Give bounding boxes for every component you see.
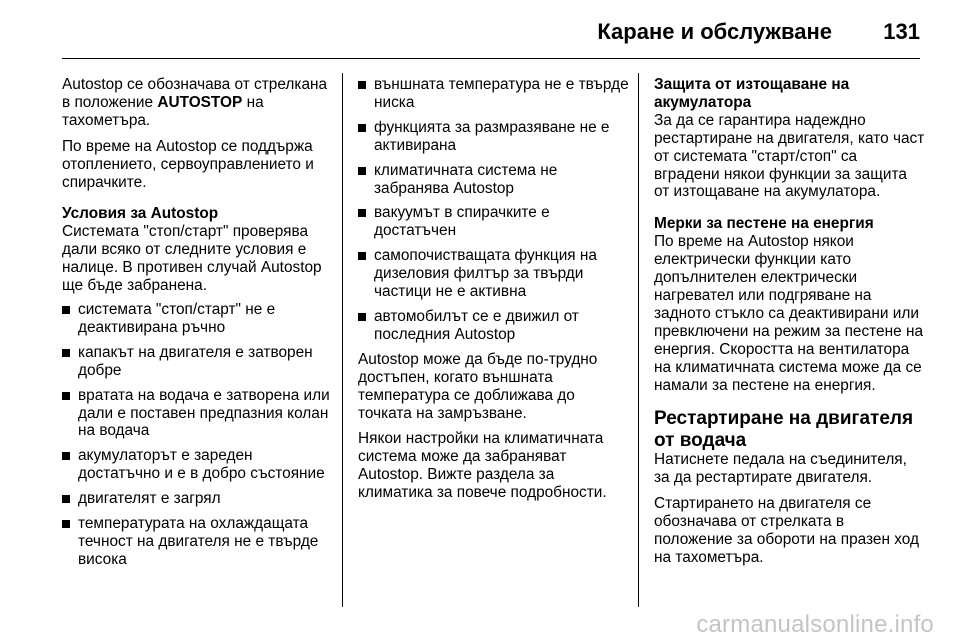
list-item: вакуумът в спирачките е достатъчен: [358, 204, 630, 240]
paragraph: Системата "стоп/старт" проверява дали всяко от следните условия е налице. В противен случай Autostop ще бъде забранена.: [62, 223, 322, 295]
bullet-square-icon: [358, 252, 366, 260]
bullet-square-icon: [358, 209, 366, 217]
list-item: системата "стоп/старт" не е деактивирана ръчно: [62, 301, 334, 337]
autostop-label: AUTOSTOP: [157, 93, 243, 111]
section-heading-conditions: Условия за Autostop: [62, 205, 219, 223]
paragraph: По време на Autostop някои електрически функции като допълнителен електрически нагревател или подгряване на задното стъкло са деактивирани или превключени на режим за пестене на енергия. Скоростта на вентилатора на климатичната система може да се намали за пестене на енергия.: [654, 233, 924, 394]
bullet-square-icon: [358, 313, 366, 321]
list-item: капакът на двигателя е затворен добре: [62, 344, 334, 380]
bullet-square-icon: [62, 392, 70, 400]
conditions-list-continued: [358, 76, 630, 344]
column-3: [654, 76, 926, 575]
column-2: [358, 76, 630, 510]
header-rule: [62, 58, 920, 59]
list-item: функцията за размразяване не е активирана: [358, 119, 630, 155]
bullet-square-icon: [62, 349, 70, 357]
list-item: автомобилът се е движил от последния Autostop: [358, 308, 630, 344]
bullet-square-icon: [62, 452, 70, 460]
section-heading-energy: Мерки за пестене на енергия: [654, 215, 874, 233]
bullet-square-icon: [358, 81, 366, 89]
list-item: външната температура не е твърде ниска: [358, 76, 630, 112]
paragraph: За да се гарантира надеждно рестартиране на двигателя, като част от системата "старт/стоп" са вградени някои функции за защита от изтощаване на акумулатора.: [654, 111, 925, 201]
list-item: самопочистващата функция на дизеловия филтър за твърди частици не е активна: [358, 247, 630, 301]
paragraph: Стартирането на двигателя се обозначава от стрелката в положение за обороти на празен ход на тахометъра.: [654, 495, 919, 566]
list-item: температурата на охлаждащата течност на двигателя не е твърде висока: [62, 515, 334, 569]
section-heading-restart: Рестартиране на двигателя от водача: [654, 408, 914, 451]
column-divider: [638, 73, 639, 607]
section-heading-battery: Защита от изтощаване на акумулатора: [654, 76, 850, 111]
list-item: вратата на водача е затворена или дали е поставен предпазния колан на водача: [62, 387, 334, 441]
paragraph: Натиснете педала на съединителя, за да рестартирате двигателя.: [654, 451, 907, 487]
bullet-square-icon: [358, 167, 366, 175]
watermark: carmanualsonline.info: [696, 611, 934, 638]
bullet-square-icon: [62, 306, 70, 314]
paragraph: Autostop може да бъде по-трудно достъпен, когато външната температура се доближава до точката на замръзване.: [358, 350, 598, 422]
bullet-square-icon: [62, 495, 70, 503]
list-item: акумулаторът е зареден достатъчно и е в добро състояние: [62, 447, 334, 483]
intro-paragraph: Autostop се обозначава от стрелкана в положение AUTOSTOP на тахометъра.: [62, 76, 328, 129]
running-title: Каране и обслужване: [597, 19, 832, 44]
list-item: двигателят е загрял: [62, 490, 334, 508]
page-header: [0, 0, 960, 60]
bullet-square-icon: [358, 124, 366, 132]
column-divider: [342, 73, 343, 607]
paragraph: Някои настройки на климатичната система може да забраняват Autostop. Вижте раздела за климатика за повече подробности.: [358, 430, 607, 502]
bullet-square-icon: [62, 520, 70, 528]
conditions-list: [62, 301, 334, 569]
column-1: [62, 76, 334, 576]
list-item: климатичната система не забранява Autostop: [358, 162, 630, 198]
paragraph: По време на Autostop се поддържа отоплението, сервоуправлението и спирачките.: [62, 137, 314, 191]
page-number: 131: [883, 19, 920, 44]
